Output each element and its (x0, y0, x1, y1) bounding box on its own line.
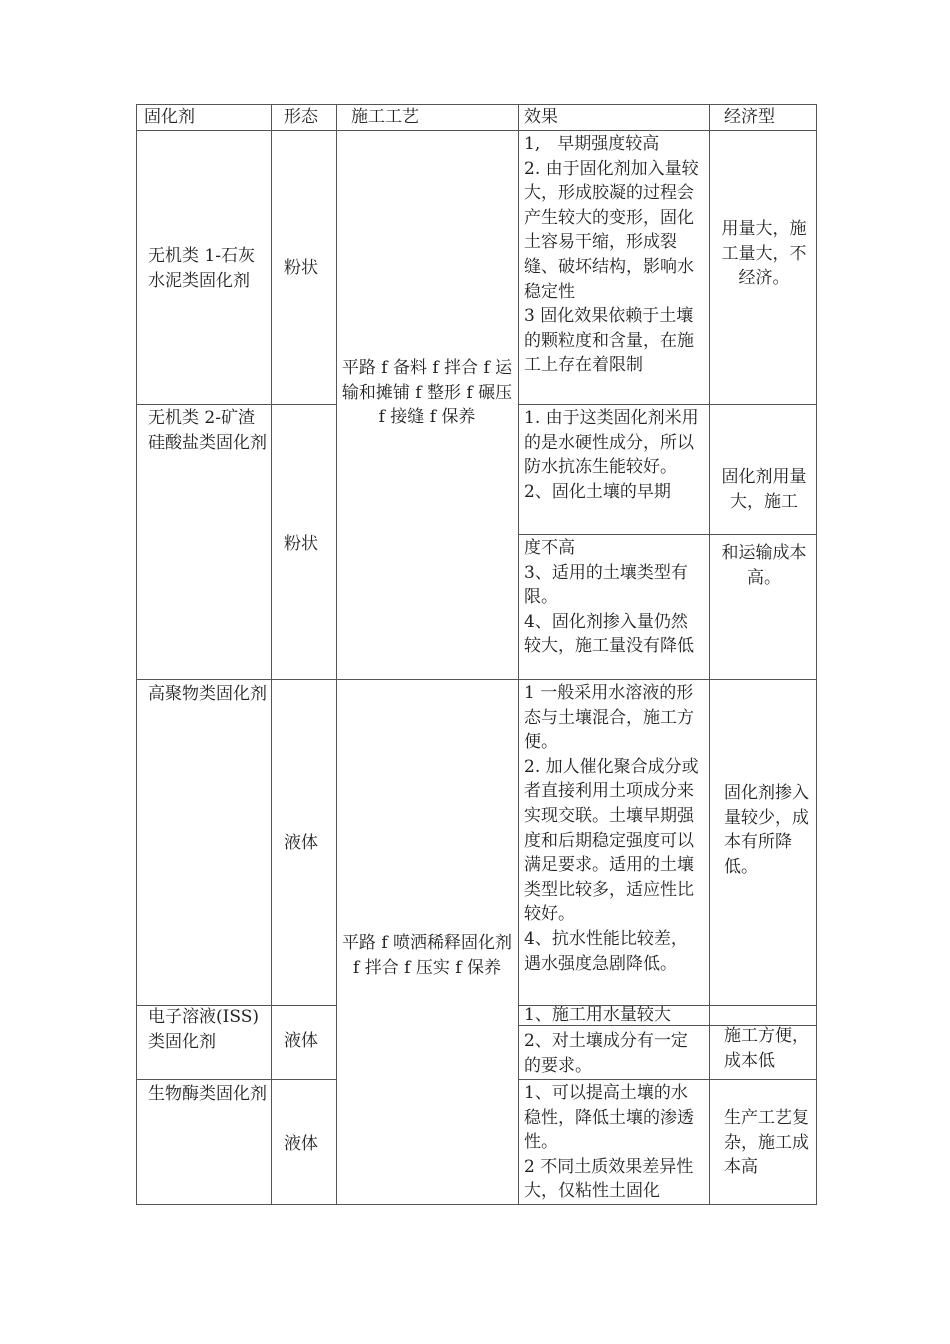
header-economy: 经济型 (724, 107, 775, 127)
economy-cell: 用量大，施工量大，不经济。 (721, 219, 807, 289)
effect-line: 度不高 (524, 538, 575, 558)
column-divider (271, 104, 272, 1205)
economy-cell: 施工方便，成本低 (724, 1026, 809, 1071)
effect-line: 4、抗水性能比较差，遇水强度急剧降低。 (524, 928, 688, 974)
effect-cell (524, 406, 704, 532)
effect-line: 4、固化剂掺入量仍然较大，施工量没有降低 (524, 611, 694, 657)
effect-line: 2. 由于固化剂加入量较大，形成胶凝的过程会产生较大的变形，固化土容易干缩，形成裂缝、破坏结构，影响水稳定性 (524, 158, 699, 302)
economy-cell: 生产工艺复杂，施工成本高 (724, 1108, 809, 1178)
effect-cell (524, 1029, 704, 1078)
effect-line: 3、适用的土壤类型有限。 (524, 562, 688, 608)
table-border-bottom (136, 1204, 817, 1205)
table-border-right (816, 104, 817, 1205)
header-form: 形态 (284, 107, 318, 127)
effect-cell (524, 1081, 704, 1203)
effect-line: 2 不同土质效果差异性大，仅粘性土固化 (524, 1156, 694, 1202)
agent-cell: 无机类 1-石灰水泥类固化剂 (148, 246, 255, 291)
row-divider (136, 1079, 336, 1080)
form-cell: 液体 (284, 833, 318, 853)
row-divider (518, 404, 817, 405)
effect-line: 1. 由于这类固化剂米用的是水硬性成分，所以防水抗冻生能较好。 (524, 408, 699, 478)
effect-line: 1 一般采用水溶液的形态与土壤混合，施工方便。 (524, 683, 694, 753)
form-cell: 粉状 (284, 258, 318, 278)
effect-line: 3 固化效果依赖于土壤的颗粒度和含量，在施工上存在着限制 (524, 306, 694, 376)
process-cell: 平路 f 备料 f 拌合 f 运输和摊铺 f 整形 f 碾压 f 接缝 f 保养 (341, 358, 513, 428)
form-cell: 粉状 (284, 534, 318, 554)
economy-cell: 固化剂掺入量较少，成本有所降低。 (724, 783, 809, 877)
material-comparison-table (136, 104, 817, 1205)
effect-line: 2、对土壤成分有一定的要求。 (524, 1031, 688, 1076)
form-cell: 液体 (284, 1134, 318, 1154)
effect-cell (524, 681, 704, 1004)
effect-line: 2. 加人催化聚合成分或者直接利用土项成分来实现交联。土壤早期强度和后期稳定强度可以满足要求。适用的土壤类型比较多，适应性比较好。 (524, 756, 699, 925)
row-divider (518, 1079, 817, 1080)
header-agent: 固化剂 (144, 107, 195, 127)
agent-cell: 生物酶类固化剂 (148, 1084, 267, 1104)
form-cell: 液体 (284, 1031, 318, 1051)
effect-cell: 1、施工用水量较大 (524, 1006, 671, 1024)
effect-line: 2、固化土壤的早期 (524, 481, 671, 502)
effect-line: 1、可以提高土壤的水稳性，降低土壤的渗透性。 (524, 1083, 694, 1153)
header-divider (136, 130, 817, 131)
header-process: 施工工艺 (351, 107, 419, 127)
process-cell: 平路 f 喷洒稀释固化剂 f 拌合 f 压实 f 保养 (341, 933, 513, 978)
economy-cell: 固化剂用量大，施工 (721, 467, 807, 512)
economy-cell: 和运输成本高。 (721, 543, 807, 588)
effect-cell (524, 536, 704, 678)
column-divider (709, 104, 710, 1205)
agent-cell: 电子溶液(ISS)类固化剂 (148, 1007, 259, 1052)
column-divider (336, 104, 337, 1205)
table-border-left (136, 104, 137, 1205)
agent-cell: 高聚物类固化剂 (148, 684, 267, 704)
agent-cell: 无机类 2-矿渣硅酸盐类固化剂 (148, 408, 267, 453)
effect-cell (524, 132, 704, 378)
column-divider (518, 104, 519, 1205)
row-divider (136, 679, 817, 680)
header-effect: 效果 (524, 107, 558, 127)
row-divider (518, 534, 817, 535)
row-divider (136, 404, 336, 405)
effect-line: 1, 早期强度较高 (524, 134, 660, 154)
